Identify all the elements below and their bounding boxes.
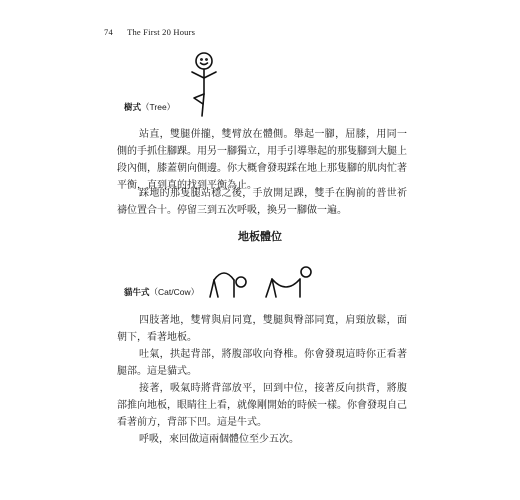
cat-figure-arched-back (214, 273, 234, 280)
tree-pose-illustration (186, 50, 226, 120)
catcow-caption-latin: （Cat/Cow） (149, 287, 200, 297)
catcow-paragraph-2: 吐氣，拱起背部，將腹部收向脊椎。你會發現這時你正看著腿部。這是貓式。 (117, 349, 407, 377)
cat-figure-head (236, 277, 246, 287)
tree-caption-latin: （Tree） (141, 102, 176, 112)
running-head (104, 27, 195, 37)
tree-paragraph-1: 站直，雙腿併攏，雙臂放在體側。舉起一腳，屈膝，用同一側的手抓住腳踝。用另一腳獨立，用手引導舉起的那隻腳到大腿上段內側，膝蓋朝向側邊。你大概會發現踩在地上那隻腳的肌肉忙著平衡，直到真的找到平衡為止。 (117, 129, 407, 191)
cat-figure-back-legs (210, 280, 218, 297)
catcow-paragraph-3: 接著，吸氣時將背部放平，回到中位，接著反向拱背，將腹部推向地板，眼睛往上看，就像剛開始的時候一樣。你會發現自己看著前方，背部下凹。這是牛式。 (117, 383, 407, 428)
tree-figure-smile (201, 63, 208, 65)
catcow-caption-cjk: 貓牛式 (124, 287, 150, 297)
tree-paragraph-2: 踩地的那隻腿站穩之後，手放開足踝，雙手在胸前的普世祈禱位置合十。停留三到五次呼吸，換另一腳做一遍。 (117, 188, 407, 216)
page-number: 74 (104, 27, 113, 37)
cow-figure-head (301, 267, 311, 277)
cat-pose-illustration (206, 268, 256, 302)
catcow-paragraph-1: 四肢著地，雙臂與肩同寬，雙腿與臀部同寬，肩頸放鬆，面朝下，看著地板。 (117, 315, 407, 343)
tree-caption-cjk: 樹式 (124, 102, 142, 112)
book-title: The First 20 Hours (127, 27, 196, 37)
cow-pose-illustration (262, 265, 324, 301)
section-heading-floor: 地板體位 (238, 230, 282, 243)
tree-figure-standing-leg (202, 94, 204, 116)
catcow-caption (124, 286, 199, 298)
tree-figure-eye-left (201, 59, 202, 60)
cow-figure-sagging-back (272, 279, 300, 287)
tree-figure-eye-right (206, 59, 207, 60)
catcow-paragraph-4: 呼吸，來回做這兩個體位至少五次。 (139, 434, 299, 445)
tree-caption (124, 101, 175, 113)
tree-figure-head (196, 53, 212, 69)
